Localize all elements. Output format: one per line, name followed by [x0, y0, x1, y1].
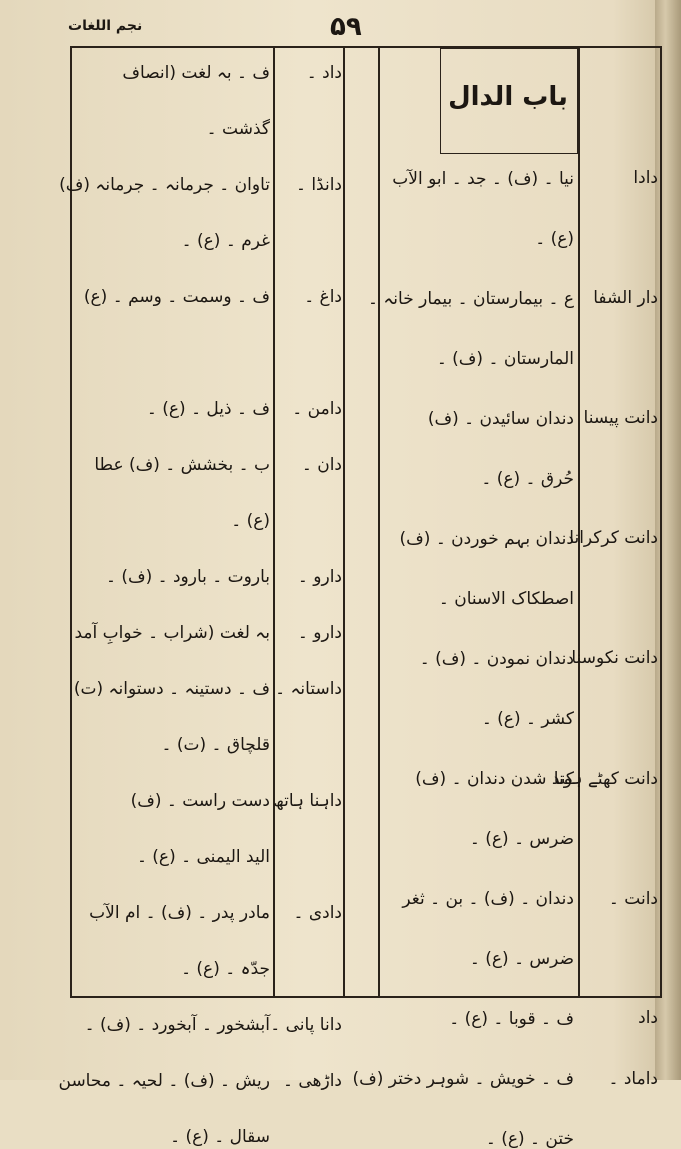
- headword: دانت ۔: [608, 889, 658, 909]
- definition-line: بہ لغت (شراب ۔ خوابِ آمد: [74, 623, 270, 643]
- headword: دار الشفا: [593, 288, 658, 308]
- definition-line: (ع) ۔: [231, 511, 270, 531]
- divider: [378, 48, 380, 996]
- headword: داد ۔: [306, 63, 342, 83]
- definition-line: قلچاق ۔ (ت) ۔: [161, 735, 270, 755]
- definition-line: مادر پدر ۔ (ف) ۔ ام الآب: [89, 903, 270, 923]
- headword: دادی ۔: [293, 903, 342, 923]
- headword: دانت نکوسنا: [571, 648, 658, 668]
- definition-line: سقال ۔ (ع) ۔: [170, 1127, 270, 1147]
- headword: داد: [638, 1008, 658, 1028]
- definition-line: اصطکاک الاسنان ۔: [438, 589, 574, 609]
- headword: داڑھی ۔: [282, 1071, 342, 1091]
- definition-line: الید الیمنی ۔ (ع) ۔: [136, 847, 270, 867]
- definition-line: ب ۔ بخشش ۔ (ف) عطا: [94, 455, 270, 475]
- definition-line: غرم ۔ (ع) ۔: [181, 231, 270, 251]
- definition-line: دندان ۔ (ف) ۔ بن ۔ ثغر: [402, 889, 574, 909]
- divider: [343, 48, 345, 996]
- definition-line: ف ۔ وسمت ۔ وسم ۔ (ع): [83, 287, 270, 307]
- definition-line: ف ۔ خویش ۔ شوہر دختر (ف): [352, 1069, 574, 1089]
- headword: دانڈا ۔: [295, 175, 342, 195]
- definition-line: ف ۔ بہ لغت (انصاف: [122, 63, 270, 83]
- definition-line: ضرس ۔ (ع) ۔: [469, 829, 574, 849]
- definition-line: آبشخور ۔ آبخورد ۔ (ف) ۔: [84, 1015, 270, 1035]
- headword: دانت پیسنا: [583, 408, 658, 428]
- headword: دان ۔: [301, 455, 342, 475]
- definition-line: ضرس ۔ (ع) ۔: [469, 949, 574, 969]
- headword: داہنا ہاتھ: [273, 791, 342, 811]
- definition-line: دندان سائیدن ۔ (ف): [427, 409, 574, 429]
- headword: داغ ۔: [304, 287, 342, 307]
- headword: دامن ۔: [292, 399, 342, 419]
- page-number: ۵۹: [330, 12, 362, 42]
- headword: داماد ۔: [608, 1069, 658, 1089]
- headword: دانا پانی ۔: [270, 1015, 342, 1035]
- headword: دانت کرکرانا: [569, 528, 658, 548]
- headword: داستانہ ۔: [275, 679, 342, 699]
- definition-line: نیا ۔ (ف) ۔ جد ۔ ابو الآب: [392, 169, 574, 189]
- headword: دادا: [633, 168, 658, 188]
- definition-line: ف ۔ قوبا ۔ (ع) ۔: [449, 1009, 574, 1029]
- header-title: نجم اللغات: [68, 18, 143, 34]
- definition-line: دندان بہم خوردن ۔ (ف): [399, 529, 574, 549]
- definition-line: کشر ۔ (ع) ۔: [481, 709, 574, 729]
- divider: [578, 48, 580, 996]
- definition-line: حُرق ۔ (ع) ۔: [481, 469, 574, 489]
- definition-line: باروت ۔ بارود ۔ (ف) ۔: [105, 567, 270, 587]
- definition-line: المارستان ۔ (ف) ۔: [436, 349, 574, 369]
- definition-line: ف ۔ ذیل ۔ (ع) ۔: [146, 399, 270, 419]
- definition-line: ع ۔ بیمارستان ۔ بیمار خانہ ۔: [367, 289, 574, 309]
- headword: دارو ۔: [297, 623, 342, 643]
- definition-line: کند شدن دندان ۔ (ف): [415, 769, 574, 789]
- headword: دانت کھٹے ہونا: [553, 769, 658, 789]
- definition-line: جدّہ ۔ (ع) ۔: [181, 959, 270, 979]
- definition-line: گذشت ۔: [206, 119, 270, 139]
- definition-line: دندان نمودن ۔ (ف) ۔: [419, 649, 574, 669]
- definition-line: (ع) ۔: [535, 229, 574, 249]
- definition-line: تاوان ۔ جرمانہ ۔ جرمانہ (ف): [59, 175, 270, 195]
- headword: دارو ۔: [297, 567, 342, 587]
- definition-line: دست راست ۔ (ف): [130, 791, 270, 811]
- definition-line: ریش ۔ (ف) ۔ لحیہ ۔ محاسن: [58, 1071, 270, 1091]
- definition-line: ف ۔ دستینہ ۔ دستوانہ (ت): [73, 679, 270, 699]
- section-title: باب الدال: [448, 82, 568, 112]
- definition-line: ختن ۔ (ع) ۔: [485, 1129, 574, 1149]
